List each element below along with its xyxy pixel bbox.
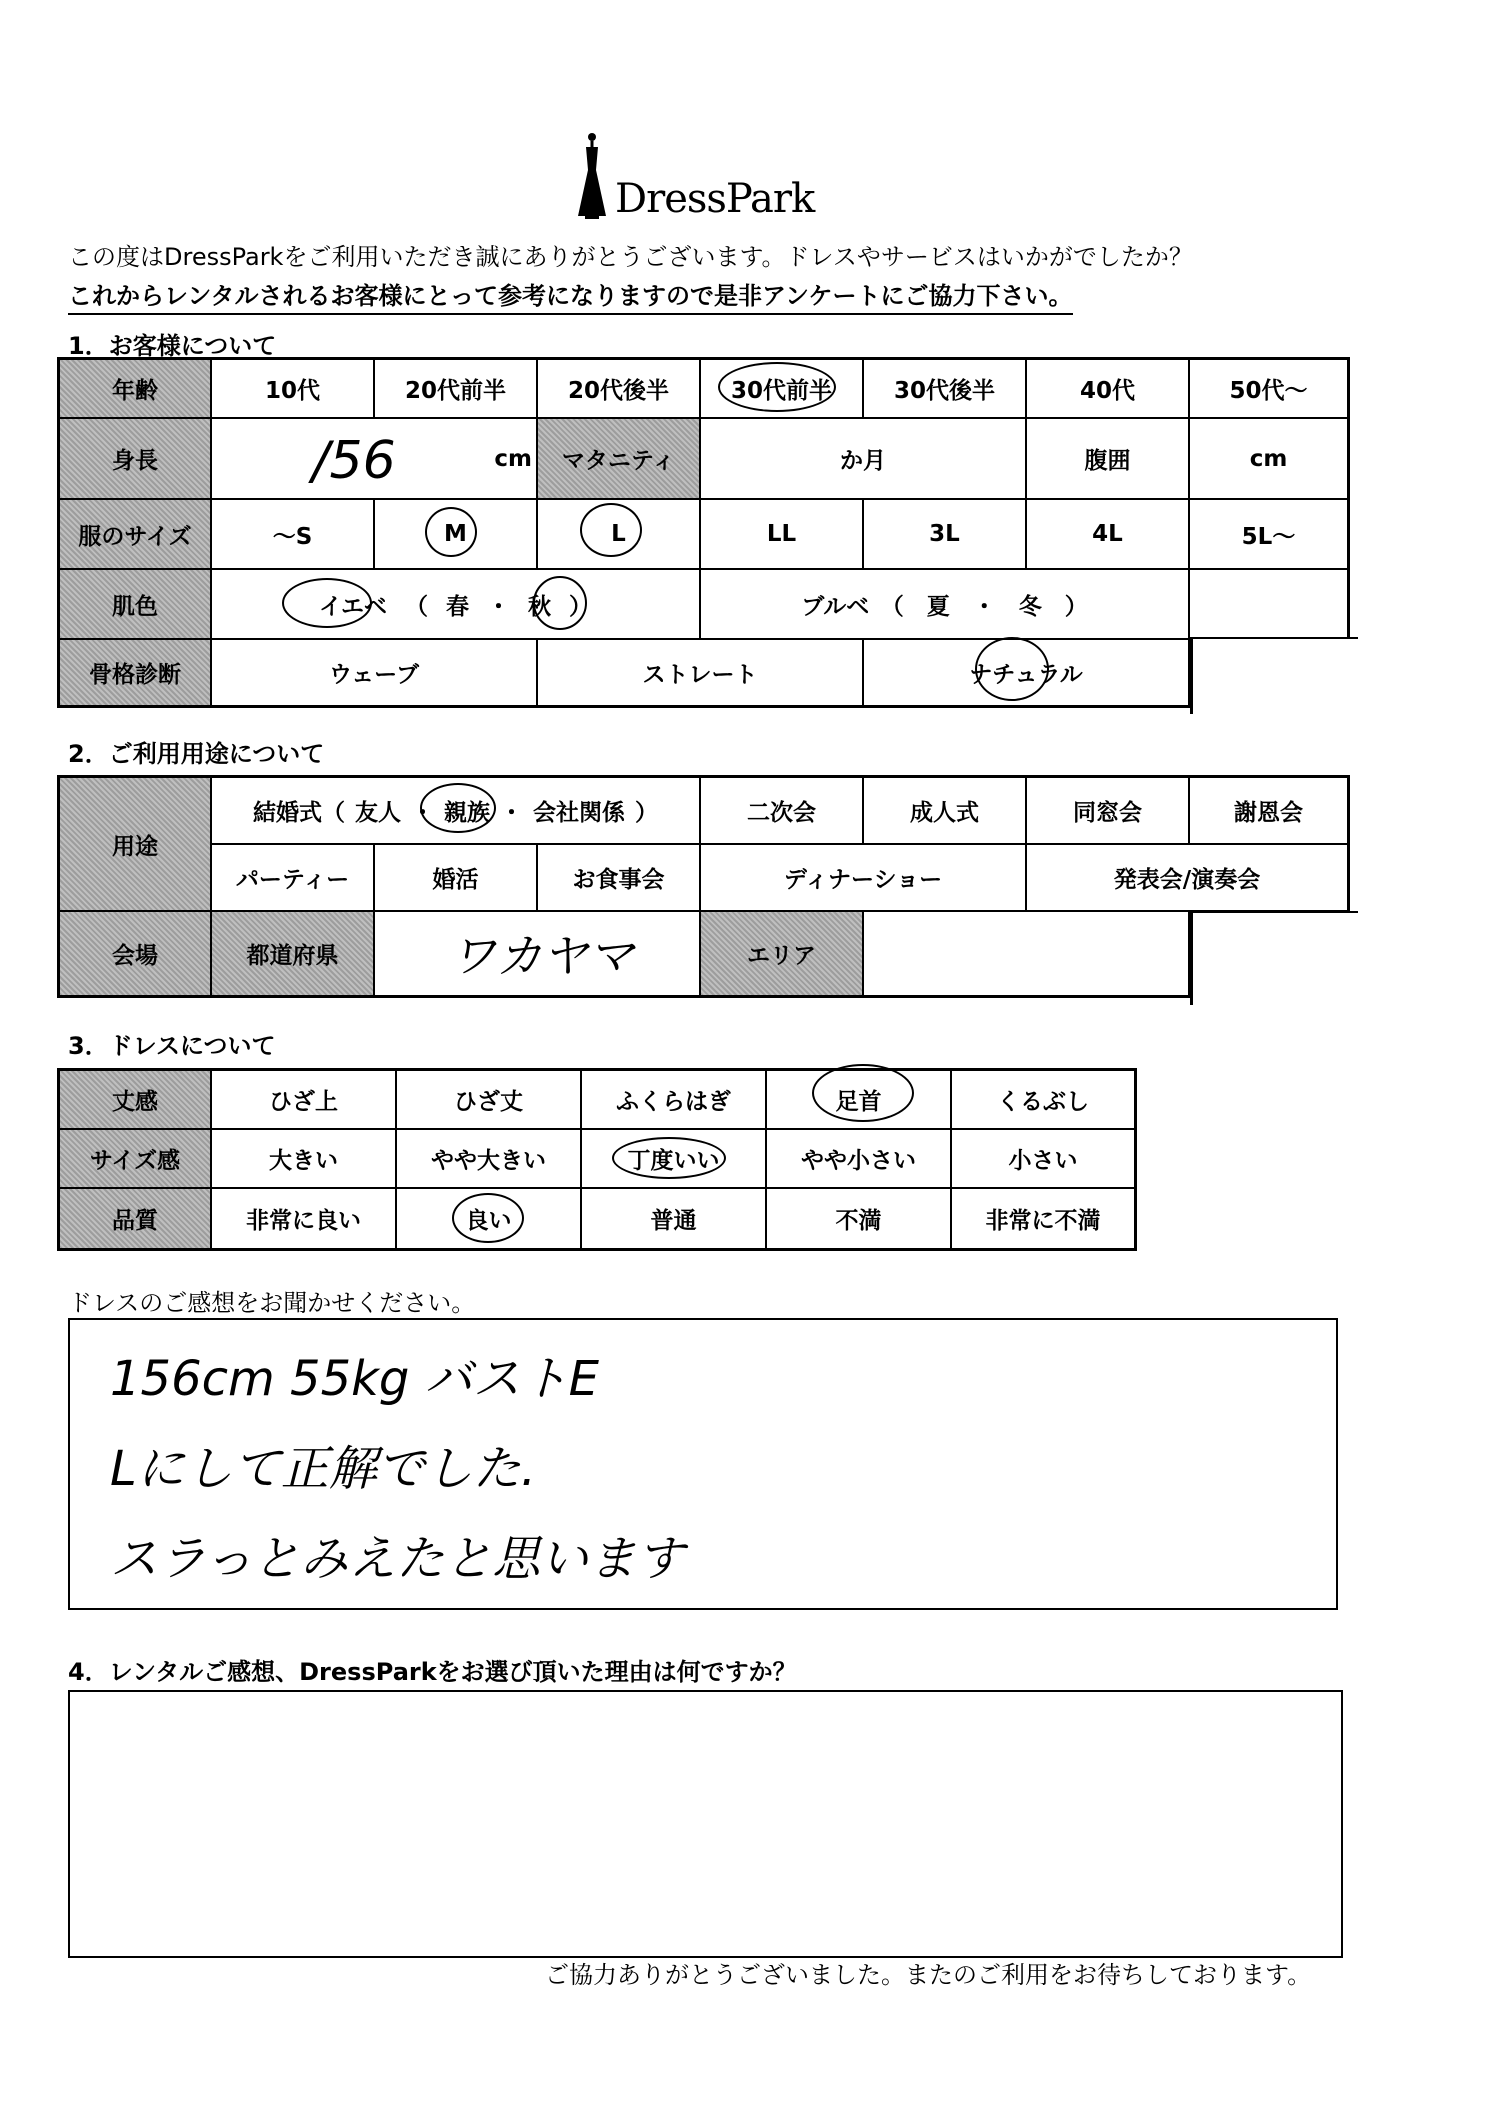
quality-option[interactable]: 非常に不満 [985,1208,1101,1234]
fit-label: サイズ感 [60,1130,212,1189]
purpose-label: 用途 [60,778,212,912]
size-option[interactable]: 4L [1027,500,1190,570]
age-label: 年齢 [60,360,212,419]
comment-line: 156cm 55kg バストE [110,1351,599,1407]
intro-line-1: この度はDressParkをご利用いただき誠にありがとうございます。ドレスやサービスはいかがでしたか？ [68,243,1193,271]
family-option-selected[interactable]: 親族 [444,800,490,826]
quality-option[interactable]: 普通 [582,1189,767,1248]
section-1-title: 1．お客様について [68,332,277,360]
waist-label: 腹囲 [1027,419,1190,500]
section-2-title: 2．ご利用用途について [68,740,325,768]
paren-close: ） [569,593,593,620]
dresspark-logo [575,130,814,222]
comment-title: ドレスのご感想をお聞かせください。 [68,1289,476,1317]
prefecture-value: ワカヤマ [450,929,634,983]
section-3-title: 3．ドレスについて [68,1032,276,1060]
blue-base-option[interactable]: ブルベ （ 夏 ・ 冬 ） [701,570,1190,640]
comment-line: スラっとみえたと思います [110,1531,685,1587]
wedding-prefix: 結婚式（ [253,800,345,826]
fit-option[interactable]: 小さい [952,1130,1134,1189]
usage-option[interactable]: 二次会 [701,778,864,845]
maternity-label: マタニティ [538,419,701,500]
usage-option[interactable]: パーティー [212,845,375,912]
height-label: 身長 [60,419,212,500]
length-option[interactable]: くるぶし [952,1071,1134,1130]
quality-option[interactable]: 不満 [767,1189,952,1248]
usage-option[interactable]: お食事会 [538,845,701,912]
prefecture-field[interactable] [375,912,701,995]
quality-label: 品質 [60,1189,212,1248]
rental-comment-box[interactable] [68,1690,1343,1958]
frame-label: 骨格診断 [60,640,212,705]
usage-option[interactable]: 同窓会 [1027,778,1190,845]
quality-option-selected[interactable]: 良い [397,1189,582,1248]
size-option[interactable]: ～S [212,500,375,570]
size-option[interactable]: 5L～ [1190,500,1347,570]
size-label: 服のサイズ [60,500,212,570]
fit-option-selected[interactable]: 丁度いい [582,1130,767,1189]
yellow-base-label: イエベ [318,593,388,620]
length-option-selected[interactable]: 足首 [767,1071,952,1130]
yellow-base-option[interactable] [212,570,701,640]
age-option[interactable]: 20代後半 [538,360,701,419]
fit-option[interactable]: やや大きい [397,1130,582,1189]
frame-option[interactable]: ウェーブ [212,640,538,705]
company-option[interactable]: 会社関係 [533,800,625,826]
usage-option[interactable]: 婚活 [375,845,538,912]
separator-dot: ・ [411,800,434,826]
length-option[interactable]: ひざ上 [212,1071,397,1130]
area-label: エリア [701,912,864,995]
wedding-option[interactable] [212,778,701,845]
autumn-option-selected[interactable]: 秋 [528,593,552,620]
dress-table [57,1068,1137,1251]
length-option[interactable]: ふくらはぎ [582,1071,767,1130]
age-option-selected[interactable]: 30代前半 [701,360,864,419]
frame-option-selected[interactable]: ナチュラル [864,640,1190,705]
intro-line-2: これからレンタルされるお客様にとって参考になりますので是非アンケートにご協力下さい。 [68,276,1073,315]
skin-blank-cell [1190,567,1353,637]
maternity-months-field[interactable]: か月 [701,419,1027,500]
prefecture-label: 都道府県 [212,912,375,995]
dress-figure-icon [575,130,609,222]
fit-option[interactable]: 大きい [212,1130,397,1189]
waist-field[interactable]: cm [1190,419,1347,500]
size-option-selected[interactable]: L [538,500,701,570]
usage-option[interactable]: 成人式 [864,778,1027,845]
area-field[interactable] [864,912,1190,995]
usage-option[interactable]: 謝恩会 [1190,778,1347,845]
length-option[interactable]: ひざ丈 [397,1071,582,1130]
usage-option[interactable]: 発表会/演奏会 [1027,845,1347,912]
footer-thanks: ご協力ありがとうございました。またのご利用をお待ちしております。 [545,1961,1312,1989]
separator-dot: ・ [487,593,511,620]
quality-option[interactable]: 非常に良い [212,1189,397,1248]
dress-comment-box[interactable] [68,1318,1338,1610]
separator-dot: ・ [500,800,523,826]
venue-label: 会場 [60,912,212,995]
paren-open: （ [405,593,429,620]
age-option[interactable]: 40代 [1027,360,1190,419]
customer-table [57,357,1350,708]
spring-option[interactable]: 春 [446,593,470,620]
wedding-suffix: ） [635,800,658,826]
section-4-title: 4．レンタルご感想、DressParkをお選び頂いた理由は何ですか？ [68,1658,797,1686]
size-option[interactable]: LL [701,500,864,570]
comment-line: Lにして正解でした. [110,1441,537,1497]
fit-option[interactable]: やや小さい [767,1130,952,1189]
size-option-selected[interactable]: M [375,500,538,570]
height-field[interactable] [212,419,538,500]
age-option[interactable]: 20代前半 [375,360,538,419]
length-label: 丈感 [60,1071,212,1130]
frame-option[interactable]: ストレート [538,640,864,705]
skin-label: 肌色 [60,570,212,640]
logo-text: DressPark [615,176,815,222]
usage-option[interactable]: ディナーショー [701,845,1027,912]
height-unit: cm [494,445,532,472]
age-option[interactable]: 30代後半 [864,360,1027,419]
age-option[interactable]: 10代 [212,360,375,419]
table-edge-mask [1190,637,1358,714]
height-value: /56 [312,431,396,491]
age-option[interactable]: 50代～ [1190,360,1347,419]
size-option[interactable]: 3L [864,500,1027,570]
usage-table [57,775,1350,998]
table-edge-mask [1190,911,1358,1005]
friend-option[interactable]: 友人 [355,800,401,826]
